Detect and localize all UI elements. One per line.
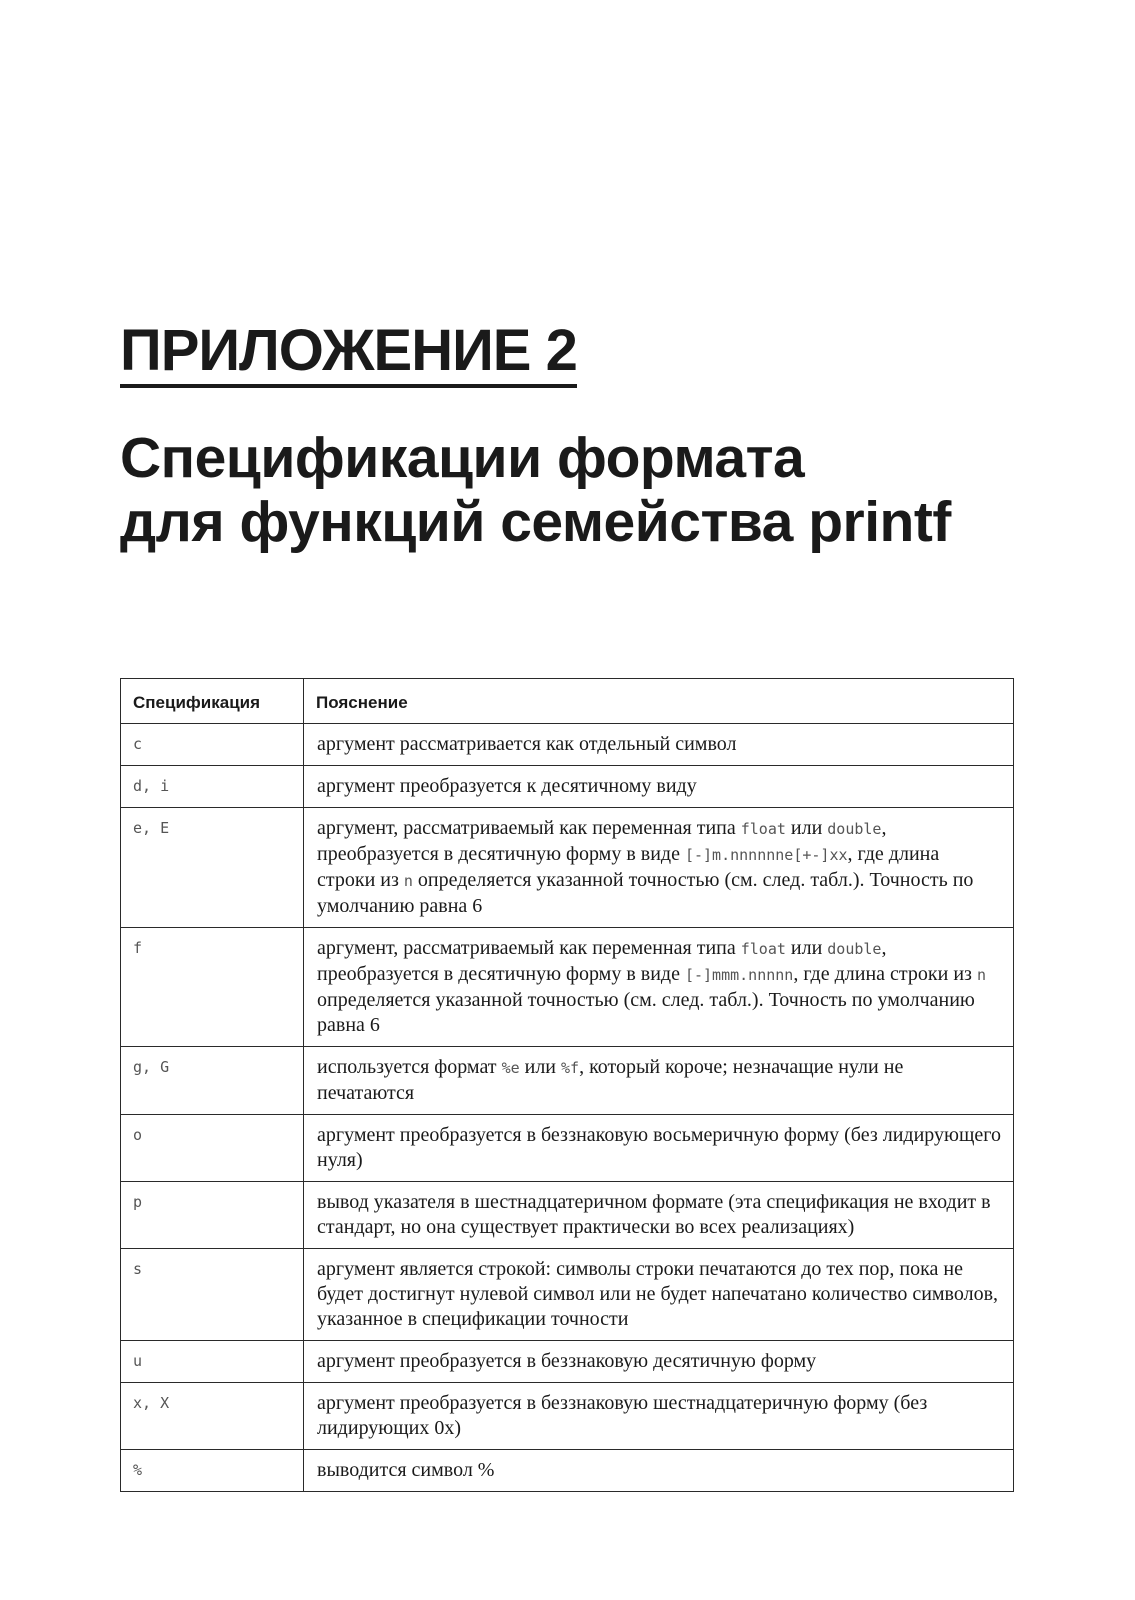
spec-cell: p xyxy=(121,1182,304,1249)
spec-cell: d, i xyxy=(121,766,304,808)
description-cell xyxy=(304,1182,1014,1249)
description-text: выводится символ % xyxy=(317,1459,495,1481)
description-text: или xyxy=(785,937,828,959)
table-row xyxy=(121,1383,1014,1450)
spec-cell: s xyxy=(121,1249,304,1341)
table-row xyxy=(121,1341,1014,1383)
appendix-heading: ПРИЛОЖЕНИЕ 2 xyxy=(120,318,577,388)
table-row xyxy=(121,808,1014,928)
description-text: аргумент рассматривается как отдельный символ xyxy=(317,733,737,755)
description-cell xyxy=(304,1383,1014,1450)
inline-code: float xyxy=(740,820,786,838)
spec-cell: f xyxy=(121,928,304,1047)
inline-code: [-]mmm.nnnnn xyxy=(684,966,794,984)
description-cell xyxy=(304,724,1014,766)
description-text: аргумент, рассматриваемый как переменная типа xyxy=(317,817,741,839)
table-row xyxy=(121,1115,1014,1182)
description-cell xyxy=(304,766,1014,808)
column-header-desc: Пояснение xyxy=(304,679,1014,724)
chapter-title-line-2: для функций семейства printf xyxy=(120,490,951,554)
table-header-row xyxy=(121,679,1014,724)
inline-code: %e xyxy=(501,1059,520,1077)
inline-code: double xyxy=(827,940,882,958)
table-row xyxy=(121,1047,1014,1115)
table-row xyxy=(121,1182,1014,1249)
description-text: аргумент является строкой: символы строки печатаются до тех пор, пока не будет достигнут нулевой символ или не будет напечатано количество символов, указанное в спецификации точности xyxy=(317,1258,999,1330)
description-cell xyxy=(304,1341,1014,1383)
description-cell xyxy=(304,808,1014,928)
description-text: или xyxy=(519,1056,562,1078)
description-text: определяется указанной точностью (см. след. табл.). Точность по умолчанию равна 6 xyxy=(317,869,974,917)
description-text: аргумент, рассматриваемый как переменная типа xyxy=(317,937,741,959)
description-text: , где длина строки из xyxy=(317,843,940,891)
description-text: аргумент преобразуется в беззнаковую восьмеричную форму (без лидирующего нуля) xyxy=(317,1124,1001,1171)
description-text: определяется указанной точностью (см. след. табл.). Точность по умолчанию равна 6 xyxy=(317,989,975,1036)
inline-code: double xyxy=(827,820,882,838)
description-cell xyxy=(304,1047,1014,1115)
format-spec-table xyxy=(120,678,1014,1492)
description-text: аргумент преобразуется в беззнаковую десятичную форму xyxy=(317,1350,817,1372)
description-text: , где длина строки из xyxy=(793,963,977,985)
spec-cell: x, X xyxy=(121,1383,304,1450)
table-row xyxy=(121,1249,1014,1341)
table-body xyxy=(121,724,1014,1492)
inline-code: n xyxy=(976,966,986,984)
description-text: , преобразуется в десятичную форму в виде xyxy=(317,817,887,865)
chapter-title xyxy=(120,426,951,554)
inline-code: %f xyxy=(561,1059,580,1077)
spec-cell: % xyxy=(121,1450,304,1492)
description-text: , который короче; незначащие нули не печатаются xyxy=(317,1056,904,1104)
table-row xyxy=(121,766,1014,808)
description-text: аргумент преобразуется к десятичному виду xyxy=(317,775,697,797)
table-row xyxy=(121,724,1014,766)
spec-cell: e, E xyxy=(121,808,304,928)
description-cell xyxy=(304,1115,1014,1182)
description-cell xyxy=(304,1450,1014,1492)
spec-cell: c xyxy=(121,724,304,766)
spec-cell: o xyxy=(121,1115,304,1182)
description-text: , преобразуется в десятичную форму в виде xyxy=(317,937,887,985)
column-header-spec: Спецификация xyxy=(121,679,304,724)
inline-code: [-]m.nnnnnne[+-]xx xyxy=(684,846,848,864)
table-row xyxy=(121,928,1014,1047)
spec-cell: u xyxy=(121,1341,304,1383)
description-cell xyxy=(304,1249,1014,1341)
inline-code: float xyxy=(740,940,786,958)
description-text: аргумент преобразуется в беззнаковую шестнадцатеричную форму (без лидирующих 0x) xyxy=(317,1392,928,1439)
table-row xyxy=(121,1450,1014,1492)
description-text: или xyxy=(785,817,828,839)
description-text: вывод указателя в шестнадцатеричном формате (эта спецификация не входит в стандарт, но она существует практически во всех реализациях) xyxy=(317,1191,991,1238)
chapter-title-line-1: Спецификации формата xyxy=(120,426,805,490)
inline-code: n xyxy=(403,872,413,890)
description-text: используется формат xyxy=(317,1056,502,1078)
description-cell xyxy=(304,928,1014,1047)
spec-cell: g, G xyxy=(121,1047,304,1115)
